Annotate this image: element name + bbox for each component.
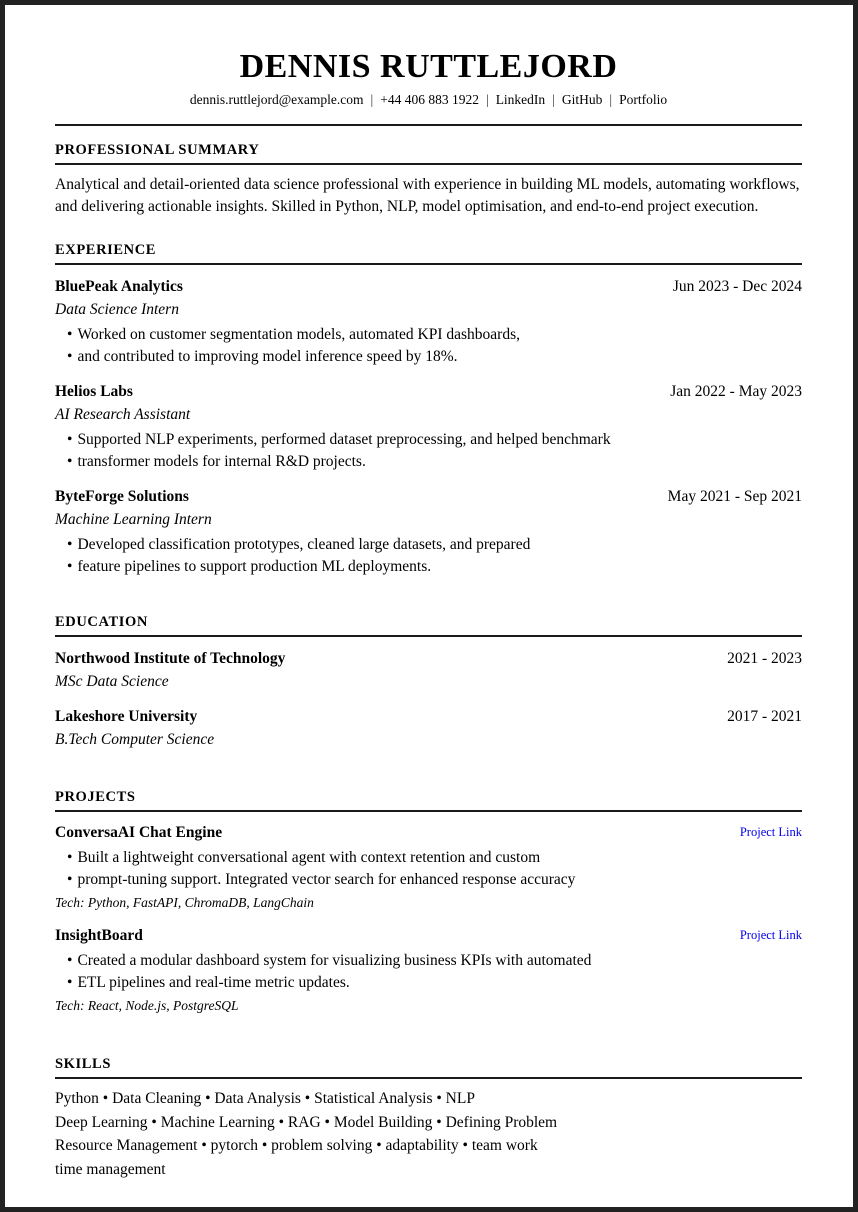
contact-link-github[interactable]: GitHub [561,92,603,107]
bullet-icon: • [67,871,73,888]
school-name: Lakeshore University [55,708,198,725]
bullet-text: Developed classification prototypes, cleaned large datasets, and prepared [77,536,531,553]
bullet-text: Supported NLP experiments, performed dataset preprocessing, and helped benchmark [77,431,611,448]
bullet-icon: • [67,348,73,365]
skill-line: Resource Management • pytorch • problem solving • adaptability • team work [55,1137,538,1154]
degree-name: B.Tech Computer Science [55,731,215,748]
project-title: InsightBoard [55,927,143,944]
project-entry-head [55,822,802,844]
job-title: Data Science Intern [55,301,179,318]
resume-name: DENNIS RUTTLEJORD [239,48,618,85]
bullet-icon: • [67,558,73,575]
company-name: ByteForge Solutions [55,488,189,505]
skill-line: time management [55,1160,166,1178]
bullet-text: Built a lightweight conversational agent with context retention and custom [77,849,541,866]
section-heading-projects: PROJECTS [55,789,802,812]
bullet-item [55,847,802,869]
section-heading-experience: EXPERIENCE [55,242,802,265]
bullet-text: Worked on customer segmentation models, automated KPI dashboards, [77,326,520,343]
bullet-text: Created a modular dashboard system for visualizing business KPIs with automated [77,952,592,969]
resume-page [5,5,853,1181]
bullet-icon: • [67,952,73,969]
bullet-item [55,950,802,972]
experience-bullets [55,324,802,368]
section-heading-skills: SKILLS [55,1056,802,1079]
bullet-icon: • [67,326,73,343]
project-entry [55,822,802,913]
experience-entry-head [55,275,802,298]
education-entry [55,647,802,693]
experience-entry [55,380,802,473]
job-title: AI Research Assistant [55,406,191,423]
bullet-item [55,869,802,891]
bullet-icon: • [67,431,73,448]
contact-phone: +44 406 883 1922 [380,92,479,107]
bullet-item [55,451,802,473]
section-heading-summary: PROFESSIONAL SUMMARY [55,142,802,165]
contact-email: dennis.ruttlejord@example.com [189,92,364,107]
education-dates: 2017 - 2021 [727,708,802,725]
header-divider [55,124,802,126]
experience-dates: May 2021 - Sep 2021 [667,488,802,505]
experience-entry-head [55,485,802,508]
education-dates: 2021 - 2023 [727,650,802,667]
bullet-text: feature pipelines to support production ML deployments. [77,558,432,575]
school-name: Northwood Institute of Technology [55,650,286,667]
bullet-text: transformer models for internal R&D projects. [77,453,366,470]
education-entry-head [55,647,802,670]
project-bullets [55,847,802,891]
project-title: ConversaAI Chat Engine [55,824,223,841]
bullet-icon: • [67,974,73,991]
job-title: Machine Learning Intern [55,511,212,528]
degree-name: MSc Data Science [55,673,169,690]
bullet-text: prompt-tuning support. Integrated vector search for enhanced response accuracy [77,871,576,888]
separator: | [552,92,555,107]
section-heading-education: EDUCATION [55,614,802,637]
summary-text: Analytical and detail-oriented data science professional with experience in building ML models, automating workflows, and delivering actionable insights. Skilled in Python, NLP, model optimisation, and end-to-end project execution. [55,176,800,215]
skill-line: Deep Learning • Machine Learning • RAG • Model Building • Defining Problem [55,1113,558,1131]
bullet-text: and contributed to improving model inference speed by 18%. [77,348,458,365]
experience-bullets [55,429,802,473]
experience-entry [55,275,802,368]
project-link[interactable]: Project Link [739,928,802,942]
experience-entry-head [55,380,802,403]
project-tech-stack: Tech: React, Node.js, PostgreSQL [55,998,239,1013]
project-link[interactable]: Project Link [739,825,802,839]
bullet-icon: • [67,453,73,470]
contact-link-linkedin[interactable]: LinkedIn [495,92,546,107]
project-entry [55,925,802,1016]
company-name: BluePeak Analytics [55,278,183,295]
experience-bullets [55,534,802,578]
experience-dates: Jan 2022 - May 2023 [670,383,802,400]
bullet-icon: • [67,536,73,553]
project-entry-head [55,925,802,947]
separator: | [370,92,374,107]
skill-line: Python • Data Cleaning • Data Analysis • Statistical Analysis • NLP [55,1090,475,1107]
skills-list [55,1087,802,1181]
bullet-text: ETL pipelines and real-time metric updates. [77,974,350,991]
bullet-item [55,324,802,346]
experience-dates: Jun 2023 - Dec 2024 [672,278,802,295]
experience-entry [55,485,802,578]
contact-line [55,92,802,108]
project-bullets [55,950,802,994]
education-entry-head [55,705,802,728]
bullet-item [55,429,802,451]
bullet-item [55,556,802,578]
separator: | [609,92,613,107]
bullet-item [55,534,802,556]
bullet-icon: • [67,849,73,866]
contact-link-portfolio[interactable]: Portfolio [619,92,668,107]
education-entry [55,705,802,751]
separator: | [485,92,489,107]
bullet-item [55,346,802,368]
project-tech-stack: Tech: Python, FastAPI, ChromaDB, LangChain [55,895,314,910]
bullet-item [55,972,802,994]
company-name: Helios Labs [55,383,133,400]
